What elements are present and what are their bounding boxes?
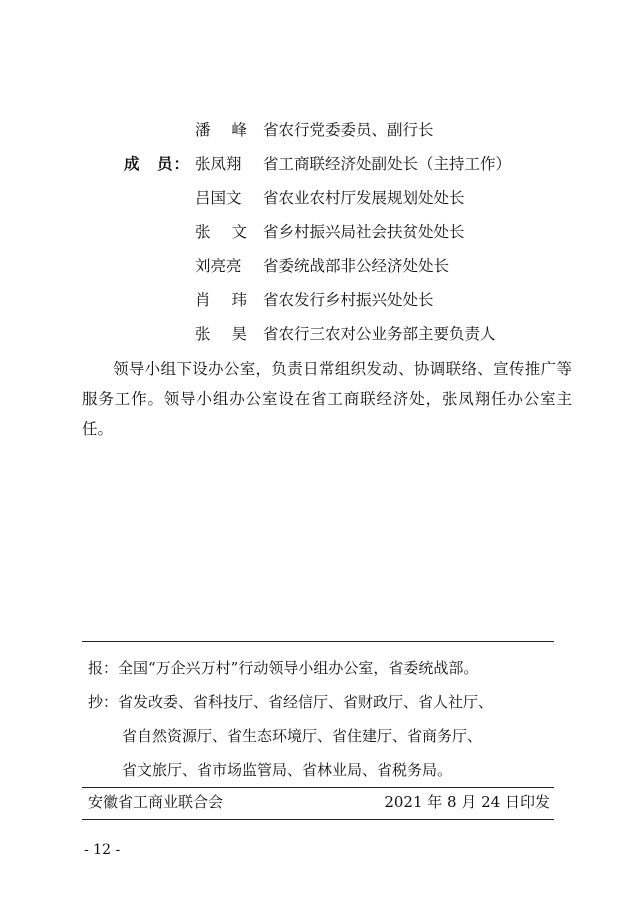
member-name: 肖玮 <box>195 291 247 309</box>
copy-to-line: 省文旅厅、省市场监管局、省林业局、省税务局。 <box>122 761 453 779</box>
member-title: 省委统战部非公经济处处长 <box>263 257 450 275</box>
issue-date: 2021 年 8 月 24 日印发 <box>384 793 550 811</box>
issuer-row <box>88 787 550 817</box>
member-row <box>0 151 640 177</box>
member-name: 张凤翔 <box>195 155 242 173</box>
office-paragraph <box>82 354 572 444</box>
member-title: 省农行党委委员、副行长 <box>263 121 434 139</box>
top-rule <box>82 641 554 642</box>
member-name: 刘亮亮 <box>195 257 242 275</box>
bottom-rule <box>82 819 554 820</box>
copy-to-line: 省自然资源厅、省生态环境厅、省住建厅、省商务厅、 <box>122 727 483 745</box>
member-title: 省工商联经济处副处长（主持工作） <box>263 155 512 173</box>
member-row <box>0 219 640 245</box>
member-row <box>0 253 640 279</box>
issuer-name: 安徽省工商业联合会 <box>88 793 224 811</box>
member-name: 张昊 <box>195 325 247 343</box>
copy-to-line: 抄：省发改委、省科技厅、省经信厅、省财政厅、省人社厅、 <box>88 693 494 711</box>
member-row <box>0 117 640 143</box>
member-row <box>0 287 640 313</box>
member-title: 省农行三农对公业务部主要负责人 <box>263 325 496 343</box>
distribution-block <box>88 651 558 787</box>
member-name: 张文 <box>195 223 247 241</box>
report-to-line: 报：全国“万企兴万村”行动领导小组办公室，省委统战部。 <box>88 659 479 677</box>
member-title: 省农发行乡村振兴处处长 <box>263 291 434 309</box>
office-paragraph-text: 领导小组下设办公室，负责日常组织发动、协调联络、宣传推广等服务工作。领导小组办公室设在省工商联经济处，张凤翔任办公室主任。 <box>82 360 572 438</box>
page-number: - 12 - <box>84 842 121 858</box>
member-role: 成 员： <box>124 154 191 173</box>
member-title: 省乡村振兴局社会扶贫处处长 <box>263 223 465 241</box>
member-row <box>0 185 640 211</box>
member-row <box>0 321 640 347</box>
member-title: 省农业农村厅发展规划处处长 <box>263 189 465 207</box>
member-name: 吕国文 <box>195 189 242 207</box>
member-name: 潘峰 <box>195 121 247 139</box>
